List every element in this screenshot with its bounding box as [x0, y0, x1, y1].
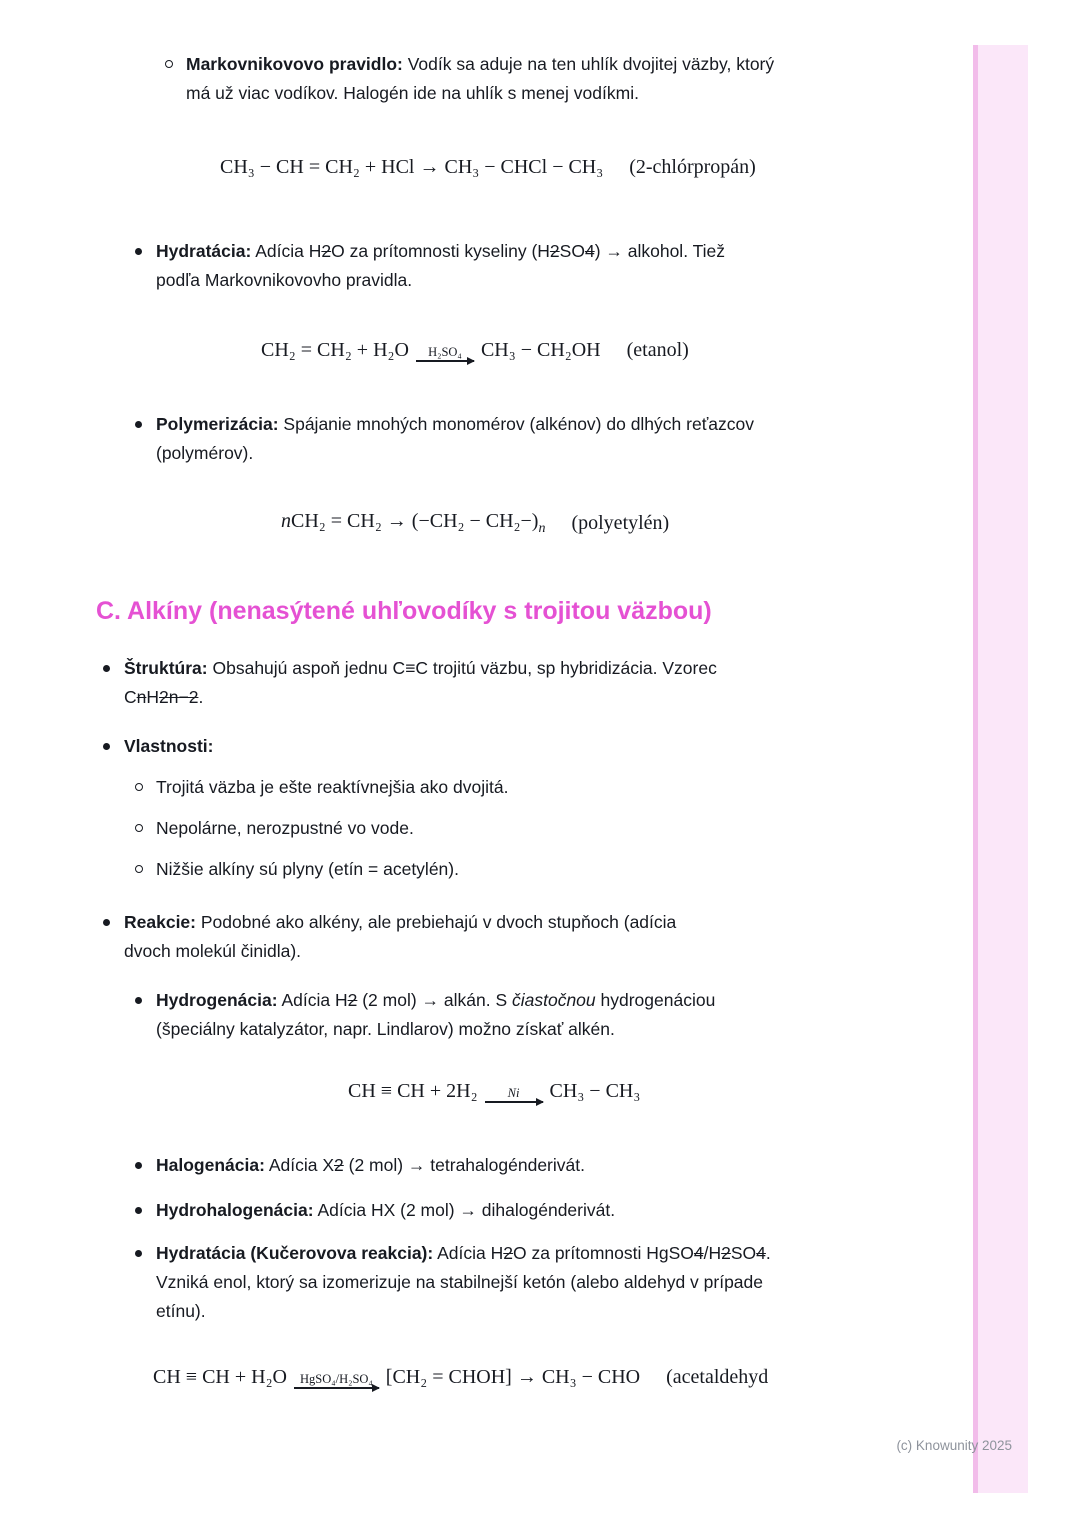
- text-segment: Spájanie mnohých monomérov (alkénov) do dlhých reťazcov (polymérov).: [156, 414, 754, 463]
- arrow-shaft-icon: [485, 1101, 543, 1103]
- arrow-catalyst-label: HgSO₄/H₂SO₄: [299, 1371, 373, 1386]
- formula-text: [550, 1078, 641, 1105]
- formula-hydration-alkene: [261, 337, 896, 364]
- text-segment: Štruktúra:: [124, 657, 208, 678]
- list-item-vlastnosti-2: [135, 814, 896, 843]
- text-segment: CH₃ − CH₃: [549, 1079, 641, 1102]
- list-item-struktura: [103, 654, 896, 712]
- text-segment: 2: [321, 241, 332, 261]
- text-segment: /H: [703, 1242, 722, 1263]
- text-segment: 2: [347, 989, 358, 1010]
- bullet-circle-icon: [135, 783, 143, 791]
- list-item-markovnikov: [165, 50, 896, 108]
- text-segment: SO: [730, 1242, 757, 1263]
- list-item-kucerov: [135, 1239, 896, 1326]
- text-segment: Trojitá väzba je ešte reaktívnejšia ako dvojitá.: [156, 776, 509, 797]
- text-segment: 2: [503, 1242, 513, 1263]
- reaction-arrow-icon: [485, 1086, 543, 1103]
- text-segment: Hydrogenácia:: [156, 989, 278, 1010]
- polymerizacia-text: [156, 410, 756, 468]
- list-item-polymerizacia: [135, 410, 896, 468]
- kucerov-text: [156, 1239, 796, 1326]
- notes-content: [96, 50, 896, 1391]
- bullet-circle-icon: [165, 60, 173, 68]
- bullet-disc-icon: [135, 248, 142, 255]
- bullet-circle-icon: [135, 865, 143, 873]
- text-segment: 2: [334, 1154, 344, 1175]
- text-segment: (2 mol) → tetrahalogénderivát.: [343, 1154, 585, 1175]
- text-segment: Adícia H: [251, 241, 322, 261]
- text-segment: CH₃ − CH₂OH: [480, 339, 601, 361]
- list-item-vlastnosti-3: [135, 855, 896, 884]
- text-segment: 2: [721, 1242, 731, 1263]
- formula-note: (polyetylén): [571, 511, 670, 534]
- text-segment: O za prítomnosti HgSO: [513, 1242, 694, 1263]
- text-segment: Adícia H: [277, 989, 348, 1010]
- formula-kucherov-reaction: [153, 1364, 896, 1391]
- text-segment: 4: [756, 1242, 766, 1263]
- text-segment: [CH₂ = CHOH] → CH₃ − CHO: [385, 1365, 641, 1388]
- formula-note: (etanol): [626, 339, 689, 361]
- text-segment: Podobné ako alkény, ale prebiehajú v dvoch stupňoch (adícia dvoch molekúl činidla).: [124, 911, 677, 961]
- copyright-watermark: (c) Knowunity 2025: [896, 1438, 1012, 1453]
- text-segment: ) → alkohol. Tiež podľa Markovnikovovho pravidla.: [156, 241, 726, 290]
- text-segment: Obsahujú aspoň jednu C≡C trojitú väzbu, sp hybridizácia. Vzorec C: [124, 657, 717, 707]
- bullet-disc-icon: [135, 1207, 142, 1214]
- formula-text: [281, 508, 545, 539]
- bullet-circle-icon: [135, 824, 143, 832]
- text-segment: n: [136, 686, 147, 707]
- formula-hydrohalogenation-alkene: [220, 154, 896, 181]
- text-segment: Markovnikovovo pravidlo:: [186, 54, 403, 74]
- struktura-text: [124, 654, 744, 712]
- text-segment: CH₂ = CH₂ + H₂O: [261, 339, 409, 361]
- text-segment: Vlastnosti:: [124, 735, 214, 756]
- vlastnosti-sub3-text: [156, 855, 459, 884]
- reakcie-text: [124, 908, 724, 966]
- list-item-vlastnosti: [103, 732, 896, 761]
- text-segment: 4: [584, 241, 595, 261]
- vlastnosti-sub1-text: [156, 773, 508, 802]
- formula-note: (acetaldehyd: [666, 1365, 769, 1388]
- text-segment: Halogenácia:: [156, 1154, 265, 1175]
- list-item-halogenacia: [135, 1151, 896, 1180]
- bullet-disc-icon: [103, 919, 110, 926]
- arrow-catalyst-label: Ni: [507, 1085, 520, 1100]
- text-segment: Adícia HX (2 mol) → dihalogénderivát.: [313, 1199, 616, 1220]
- list-item-hydrohalogenacia: [135, 1196, 896, 1225]
- text-segment: CH ≡ CH + H₂O: [153, 1365, 287, 1388]
- bullet-disc-icon: [103, 743, 110, 750]
- bullet-disc-icon: [135, 1162, 142, 1169]
- text-segment: Vodík sa aduje na ten uhlík dvojitej väzby, ktorý má už viac vodíkov. Halogén ide na uhlík s menej vodíkmi.: [186, 54, 775, 103]
- text-segment: Reakcie:: [124, 911, 196, 932]
- text-segment: Adícia H: [433, 1242, 504, 1263]
- formula-text: [261, 337, 409, 364]
- page-edge-strip: [973, 45, 1028, 1493]
- section-heading-alkyny: C. Alkíny (nenasýtené uhľovodíky s trojitou väzbou): [96, 596, 712, 625]
- text-segment: n: [538, 521, 546, 536]
- text-segment: n: [281, 510, 291, 532]
- arrow-shaft-icon: [416, 360, 474, 362]
- text-segment: hydrogenáciou (špeciálny katalyzátor, napr. Lindlarov) možno získať alkén.: [156, 989, 716, 1039]
- list-item-reakcie: [103, 908, 896, 966]
- bullet-disc-icon: [135, 421, 142, 428]
- arrow-shaft-icon: [294, 1387, 379, 1389]
- bullet-disc-icon: [103, 665, 110, 672]
- text-segment: Hydratácia:: [156, 241, 252, 261]
- text-segment: 2n−2: [159, 686, 199, 707]
- arrow-catalyst-label: H₂SO₄: [428, 345, 462, 360]
- text-segment: Nižšie alkíny sú plyny (etín = acetylén).: [156, 858, 459, 879]
- halogenacia-text: [156, 1151, 585, 1180]
- list-item-hydrogenacia: [135, 986, 896, 1044]
- text-segment: 4: [693, 1242, 704, 1263]
- text-segment: O za prítomnosti kyseliny (H: [331, 241, 550, 261]
- text-segment: SO: [559, 241, 585, 261]
- text-segment: H: [146, 686, 160, 707]
- text-segment: Hydratácia (Kučerovova reakcia):: [156, 1242, 434, 1263]
- text-segment: (2 mol) → alkán. S: [357, 989, 512, 1010]
- vlastnosti-sub2-text: [156, 814, 414, 843]
- vlastnosti-label: [124, 732, 213, 761]
- list-item-vlastnosti-1: [135, 773, 896, 802]
- formula-text: [386, 1364, 640, 1391]
- formula-text: [481, 337, 601, 364]
- bullet-disc-icon: [135, 997, 142, 1004]
- formula-text: [220, 154, 603, 181]
- text-segment: CH₃ − CH = CH₂ + HCl → CH₃ − CHCl − CH₃: [220, 156, 604, 178]
- text-segment: CH₂ = CH₂ → (−CH₂ − CH₂−): [291, 510, 539, 532]
- formula-hydrogenation-alkyne: [348, 1078, 896, 1105]
- formula-polymerization: [281, 508, 896, 539]
- text-segment: Polymerizácia:: [156, 414, 279, 434]
- text-segment: Adícia X: [264, 1154, 335, 1175]
- list-item-hydratacia: [135, 237, 896, 295]
- hydrohalogenacia-text: [156, 1196, 615, 1225]
- reaction-arrow-icon: [416, 345, 474, 362]
- formula-text: [348, 1078, 478, 1105]
- formula-text: [153, 1364, 287, 1391]
- formula-note: (2-chlórpropán): [629, 156, 756, 178]
- text-segment: 2: [549, 241, 560, 261]
- hydrogenacia-text: [156, 986, 796, 1044]
- text-segment: čiastočnou: [511, 989, 596, 1010]
- text-segment: Nepolárne, nerozpustné vo vode.: [156, 817, 414, 838]
- text-segment: CH ≡ CH + 2H₂: [348, 1079, 478, 1102]
- text-segment: Hydrohalogenácia:: [156, 1199, 314, 1220]
- bullet-disc-icon: [135, 1250, 142, 1257]
- reaction-arrow-icon: [294, 1372, 379, 1389]
- text-segment: .: [198, 686, 204, 707]
- markovnikov-rule-text: [186, 50, 776, 108]
- hydratacia-text: [156, 237, 736, 295]
- text-segment: . Vzniká enol, ktorý sa izomerizuje na stabilnejší ketón (alebo aldehyd v prípade etínu).: [156, 1242, 771, 1321]
